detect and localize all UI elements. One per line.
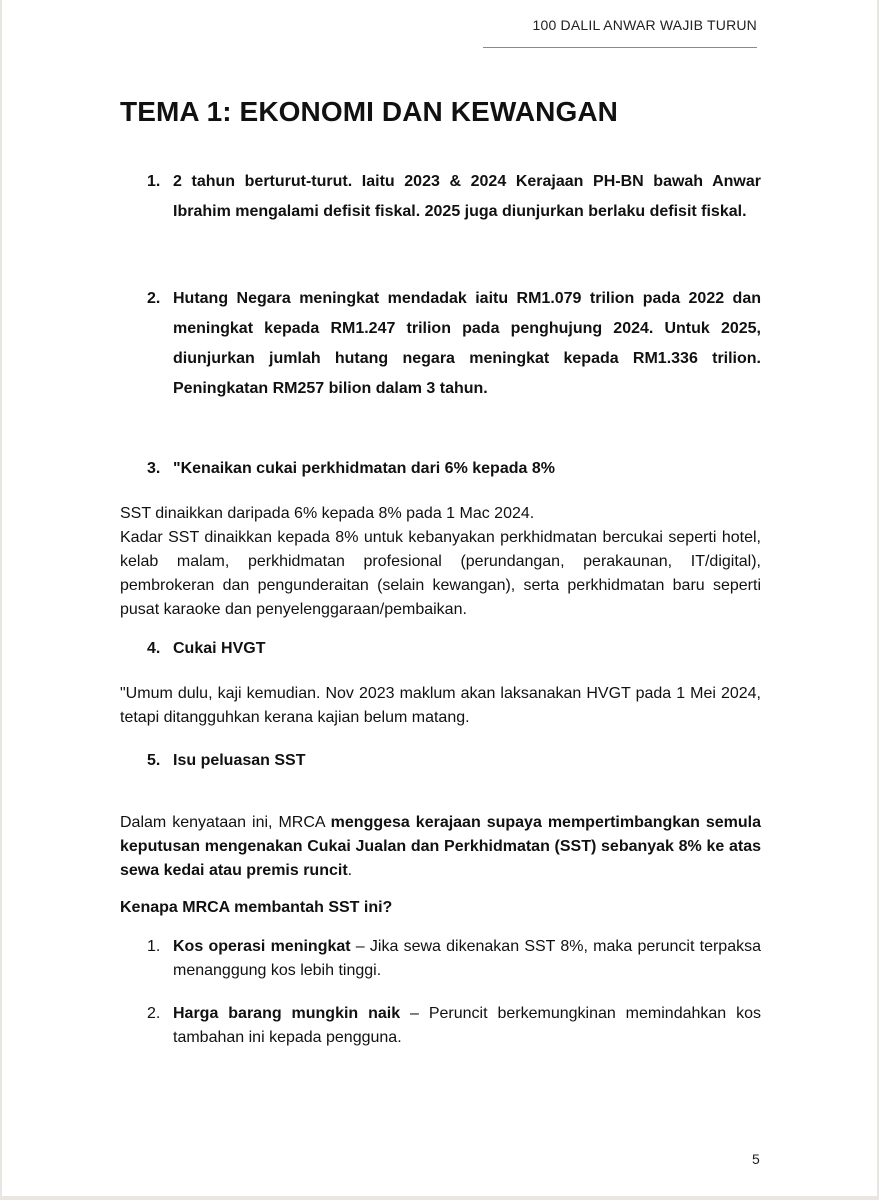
section-title: TEMA 1: EKONOMI DAN KEWANGAN (120, 96, 618, 127)
point-number: 1. (147, 173, 161, 190)
mrca-lead: Dalam kenyataan ini, MRCA (120, 814, 331, 831)
document-page (2, 0, 877, 1196)
running-header: 100 DALIL ANWAR WAJIB TURUN (532, 17, 757, 33)
point-4 (147, 634, 761, 664)
point-number: 5. (147, 752, 161, 769)
point-number: 3. (147, 460, 161, 477)
reason-number: 1. (147, 938, 161, 955)
sst-paragraph-line1: SST dinaikkan daripada 6% kepada 8% pada 1 Mac 2024. (120, 505, 535, 522)
reason-text (173, 935, 761, 983)
point-number: 4. (147, 640, 161, 657)
point-text: Hutang Negara meningkat mendadak iaitu RM1.079 trilion pada 2022 dan meningkat kepada RM1.247 trilion pada penghujung 2024. Untuk 2025, diunjurkan jumlah hutang negara meningkat kepada RM1.336 trilion. Peningkatan RM257 bilion dalam 3 tahun. (173, 290, 761, 397)
reason-2 (147, 1002, 761, 1050)
reason-number: 2. (147, 1005, 161, 1022)
point-2 (147, 284, 761, 404)
mrca-emphasis: menggesa kerajaan supaya mempertimbangkan semula keputusan mengenakan Cukai Jualan dan Perkhidmatan (SST) sebanyak 8% ke atas sewa kedai atau premis runcit (120, 814, 761, 879)
point-3 (147, 454, 761, 484)
point-text: 2 tahun berturut-turut. Iaitu 2023 & 2024 Kerajaan PH-BN bawah Anwar Ibrahim mengalami defisit fiskal. 2025 juga diunjurkan berlaku defisit fiskal. (173, 173, 761, 220)
point-5 (147, 746, 761, 776)
page-number: 5 (752, 1151, 760, 1167)
why-heading: Kenapa MRCA membantah SST ini? (120, 899, 393, 916)
header-rule (483, 47, 757, 48)
reason-bold: Kos operasi meningkat (173, 938, 351, 955)
point-1 (147, 167, 761, 227)
reason-text (173, 1002, 761, 1050)
reason-detail: – Jika sewa dikenakan SST 8%, maka peruncit terpaksa menanggung kos lebih tinggi. (173, 938, 762, 979)
point-text: Cukai HVGT (173, 640, 266, 657)
mrca-tail: . (347, 862, 353, 879)
hvgt-paragraph: "Umum dulu, kaji kemudian. Nov 2023 maklum akan laksanakan HVGT pada 1 Mei 2024, tetapi ditangguhkan kerana kajian belum matang. (120, 685, 761, 726)
point-text: Isu peluasan SST (173, 752, 306, 769)
reason-detail: – Peruncit berkemungkinan memindahkan kos tambahan ini kepada pengguna. (173, 1005, 761, 1046)
reason-1 (147, 935, 761, 983)
reason-bold: Harga barang mungkin naik (173, 1005, 401, 1022)
point-number: 2. (147, 290, 161, 307)
point-text: "Kenaikan cukai perkhidmatan dari 6% kepada 8% (173, 460, 555, 477)
mrca-paragraph (120, 811, 761, 883)
sst-paragraph-body: Kadar SST dinaikkan kepada 8% untuk kebanyakan perkhidmatan bercukai seperti hotel, kelab malam, perkhidmatan profesional (perundangan, perakaunan, IT/digital), pembrokeran dan pengunderaitan (selain kewangan), serta perkhidmatan baru seperti pusat karaoke dan penyelenggaraan/pembaikan. (120, 529, 761, 618)
